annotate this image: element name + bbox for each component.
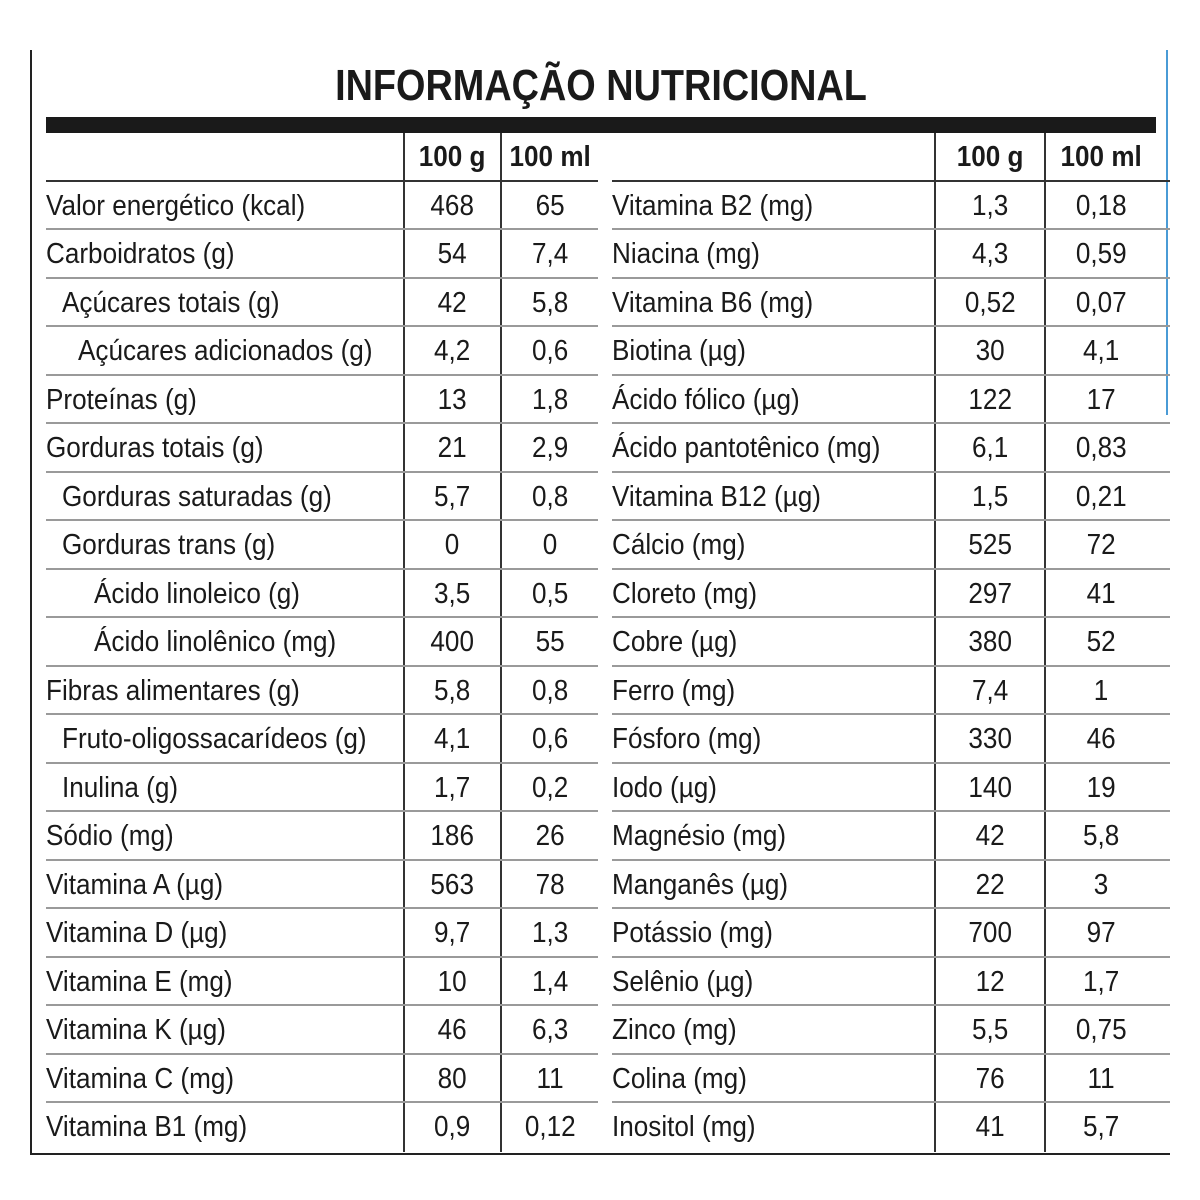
right-value-100ml-text: 1: [1093, 674, 1109, 707]
header-right-100g: 100 g: [934, 133, 1044, 182]
right-nutrient-label: [612, 909, 934, 958]
frame-bottom-border: [30, 1153, 1170, 1155]
right-nutrient-label-text: Magnésio (mg): [612, 820, 787, 852]
right-value-100ml: [1044, 958, 1156, 1007]
left-value-100ml: [500, 812, 598, 861]
left-nutrient-label: [46, 473, 403, 522]
left-value-100g: [403, 424, 500, 473]
left-value-100ml: [500, 230, 598, 279]
left-value-100ml-text: 0,2: [531, 771, 569, 804]
left-value-100ml: [500, 570, 598, 619]
right-value-100ml-text: 19: [1086, 771, 1116, 804]
table-row: [46, 909, 1170, 958]
right-nutrient-label-text: Cloreto (mg): [612, 577, 758, 610]
right-value-100ml: [1044, 861, 1156, 910]
right-nutrient-label: [612, 230, 934, 279]
right-value-100g-text: 1,5: [971, 480, 1009, 513]
left-nutrient-label: [46, 327, 403, 376]
left-nutrient-label-text: Ácido linoleico (g): [94, 577, 301, 610]
right-value-100g-text: 525: [968, 529, 1012, 561]
right-nutrient-label: [612, 424, 934, 473]
left-value-100g: [403, 230, 500, 279]
left-value-100ml-text: 0,8: [531, 674, 569, 707]
left-value-100ml-text: 2,9: [531, 432, 569, 464]
left-nutrient-label-text: Proteínas (g): [46, 383, 197, 416]
right-nutrient-label-text: Zinco (mg): [612, 1014, 737, 1046]
left-value-100ml: [500, 715, 598, 764]
right-nutrient-label: [612, 861, 934, 910]
left-nutrient-label-text: Valor energético (kcal): [46, 189, 306, 222]
right-value-100ml-text: 0,07: [1075, 286, 1127, 319]
right-value-100g: [934, 521, 1044, 570]
left-value-100g-text: 0: [445, 529, 460, 561]
right-nutrient-label: [612, 327, 934, 376]
table-body: [46, 182, 1170, 1152]
left-nutrient-label: [46, 812, 403, 861]
left-value-100g: [403, 376, 500, 425]
left-value-100g-text: 3,5: [434, 577, 471, 610]
right-value-100ml: [1044, 1006, 1156, 1055]
left-value-100ml: [500, 327, 598, 376]
left-value-100ml: [500, 424, 598, 473]
left-value-100ml-text: 7,4: [531, 238, 569, 270]
right-value-100ml-text: 17: [1086, 383, 1116, 416]
left-value-100ml-text: 78: [535, 868, 565, 901]
table-row: [46, 618, 1170, 667]
left-value-100g-text: 186: [430, 820, 475, 852]
right-nutrient-label-text: Niacina (mg): [612, 238, 760, 270]
left-value-100g-text: 5,7: [434, 480, 471, 513]
table-row: [46, 764, 1170, 813]
right-nutrient-label-text: Fósforo (mg): [612, 723, 762, 755]
left-value-100g-text: 13: [437, 383, 468, 416]
right-nutrient-label-text: Biotina (µg): [612, 335, 747, 367]
left-value-100g: [403, 618, 500, 667]
left-nutrient-label: [46, 182, 403, 231]
left-value-100ml-text: 65: [535, 189, 565, 222]
table-row: [46, 279, 1170, 328]
header-blank-right: [612, 133, 934, 182]
left-value-100g-text: 468: [430, 189, 475, 222]
right-value-100g-text: 42: [975, 820, 1005, 852]
right-value-100ml: [1044, 230, 1156, 279]
title-bar: [46, 117, 1156, 133]
left-nutrient-label: [46, 1055, 403, 1104]
header-blank-left: [46, 133, 403, 182]
left-value-100g: [403, 667, 500, 716]
table-row: [46, 424, 1170, 473]
right-nutrient-label-text: Cobre (µg): [612, 626, 738, 658]
left-value-100ml: [500, 958, 598, 1007]
right-nutrient-label-text: Cálcio (mg): [612, 529, 746, 561]
left-value-100ml-text: 1,4: [531, 965, 569, 998]
left-value-100ml: [500, 182, 598, 231]
left-value-100ml-text: 5,8: [531, 286, 569, 319]
table-row: [46, 812, 1170, 861]
header-row: [46, 133, 1170, 182]
left-nutrient-label-text: Gorduras trans (g): [62, 529, 276, 561]
right-value-100g-text: 297: [968, 577, 1012, 610]
left-nutrient-label: [46, 521, 403, 570]
right-value-100ml: [1044, 667, 1156, 716]
right-nutrient-label-text: Ácido fólico (µg): [612, 383, 800, 416]
right-nutrient-label: [612, 279, 934, 328]
left-nutrient-label: [46, 424, 403, 473]
right-value-100g: [934, 473, 1044, 522]
left-value-100ml: [500, 279, 598, 328]
right-nutrient-label: [612, 182, 934, 231]
right-nutrient-label-text: Potássio (mg): [612, 917, 774, 949]
header-right-100ml: 100 ml: [1044, 133, 1156, 182]
right-value-100ml: [1044, 182, 1156, 231]
right-value-100ml-text: 3: [1093, 868, 1109, 901]
right-nutrient-label-text: Ácido pantotênico (mg): [612, 432, 881, 464]
left-value-100g-text: 9,7: [434, 917, 471, 949]
right-value-100g: [934, 327, 1044, 376]
right-nutrient-label: [612, 1055, 934, 1104]
right-value-100g: [934, 1006, 1044, 1055]
right-value-100ml: [1044, 473, 1156, 522]
right-value-100g: [934, 667, 1044, 716]
right-value-100ml-text: 5,7: [1082, 1111, 1120, 1143]
left-value-100g-text: 10: [437, 965, 468, 998]
left-value-100ml-text: 0: [542, 529, 558, 561]
table-row: [46, 715, 1170, 764]
right-value-100ml-text: 11: [1087, 1062, 1115, 1095]
table-row: [46, 473, 1170, 522]
right-nutrient-label: [612, 715, 934, 764]
right-value-100ml: [1044, 570, 1156, 619]
right-value-100g: [934, 1103, 1044, 1152]
right-nutrient-label: [612, 521, 934, 570]
right-value-100g: [934, 861, 1044, 910]
right-nutrient-label: [612, 376, 934, 425]
right-value-100ml: [1044, 1055, 1156, 1104]
left-value-100g: [403, 812, 500, 861]
left-value-100g: [403, 715, 500, 764]
right-value-100g: [934, 764, 1044, 813]
right-value-100ml: [1044, 521, 1156, 570]
left-value-100ml: [500, 376, 598, 425]
right-value-100g-text: 4,3: [971, 238, 1009, 270]
right-value-100g: [934, 909, 1044, 958]
left-nutrient-label: [46, 570, 403, 619]
right-value-100g: [934, 182, 1044, 231]
table-row: [46, 861, 1170, 910]
right-value-100ml-text: 0,18: [1075, 189, 1127, 222]
left-value-100ml: [500, 618, 598, 667]
left-value-100ml-text: 6,3: [531, 1014, 569, 1046]
left-nutrient-label: [46, 1006, 403, 1055]
left-nutrient-label-text: Sódio (mg): [46, 820, 174, 852]
left-nutrient-label: [46, 667, 403, 716]
right-nutrient-label: [612, 812, 934, 861]
left-value-100ml-text: 0,12: [524, 1111, 576, 1143]
right-value-100ml-text: 97: [1086, 917, 1116, 949]
right-value-100ml: [1044, 812, 1156, 861]
left-nutrient-label: [46, 1103, 403, 1152]
right-value-100g-text: 76: [975, 1062, 1005, 1095]
left-value-100g: [403, 182, 500, 231]
right-nutrient-label: [612, 618, 934, 667]
right-value-100g-text: 22: [975, 868, 1005, 901]
right-value-100g: [934, 570, 1044, 619]
table-row: [46, 521, 1170, 570]
left-nutrient-label-text: Gorduras totais (g): [46, 432, 264, 464]
left-value-100g: [403, 958, 500, 1007]
right-nutrient-label-text: Selênio (µg): [612, 965, 754, 998]
right-value-100g: [934, 1055, 1044, 1104]
right-value-100g-text: 0,52: [964, 286, 1016, 319]
right-value-100g: [934, 618, 1044, 667]
left-nutrient-label-text: Vitamina D (µg): [46, 917, 228, 949]
left-value-100g-text: 0,9: [434, 1111, 471, 1143]
left-value-100ml-text: 0,6: [531, 723, 569, 755]
right-value-100ml: [1044, 618, 1156, 667]
table-row: [46, 182, 1170, 231]
right-value-100ml: [1044, 764, 1156, 813]
right-value-100ml-text: 0,21: [1075, 480, 1127, 513]
left-value-100g: [403, 1103, 500, 1152]
left-nutrient-label-text: Inulina (g): [62, 771, 179, 804]
right-value-100g: [934, 715, 1044, 764]
table-title: INFORMAÇÃO NUTRICIONAL: [335, 61, 867, 110]
left-value-100g-text: 563: [430, 868, 475, 901]
left-value-100g-text: 400: [430, 626, 475, 658]
right-value-100g-text: 1,3: [971, 189, 1009, 222]
right-value-100g-text: 5,5: [971, 1014, 1009, 1046]
table-row: [46, 570, 1170, 619]
left-nutrient-label-text: Vitamina E (mg): [46, 965, 233, 998]
left-value-100ml-text: 11: [536, 1062, 564, 1095]
table-row: [46, 376, 1170, 425]
left-value-100g: [403, 521, 500, 570]
right-value-100g-text: 700: [968, 917, 1012, 949]
right-value-100g-text: 140: [968, 771, 1012, 804]
right-value-100ml: [1044, 1103, 1156, 1152]
right-nutrient-label: [612, 570, 934, 619]
left-value-100g-text: 54: [437, 238, 468, 270]
right-value-100g-text: 6,1: [971, 432, 1009, 464]
right-value-100ml-text: 46: [1086, 723, 1116, 755]
right-value-100g: [934, 376, 1044, 425]
table-row: [46, 1103, 1170, 1152]
right-value-100ml: [1044, 715, 1156, 764]
right-value-100ml-text: 0,75: [1075, 1014, 1127, 1046]
left-value-100ml-text: 0,8: [531, 480, 569, 513]
left-nutrient-label: [46, 764, 403, 813]
right-value-100ml: [1044, 327, 1156, 376]
left-value-100g: [403, 1055, 500, 1104]
right-nutrient-label: [612, 667, 934, 716]
right-value-100g: [934, 424, 1044, 473]
left-value-100ml: [500, 1006, 598, 1055]
frame-left-border: [30, 50, 32, 1155]
table-row: [46, 958, 1170, 1007]
right-value-100g-text: 330: [968, 723, 1012, 755]
right-nutrient-label-text: Vitamina B12 (µg): [612, 480, 821, 513]
left-nutrient-label-text: Vitamina B1 (mg): [46, 1111, 248, 1143]
left-value-100ml: [500, 764, 598, 813]
right-value-100ml: [1044, 279, 1156, 328]
left-value-100g-text: 5,8: [434, 674, 471, 707]
right-value-100ml-text: 72: [1086, 529, 1116, 561]
left-value-100g: [403, 764, 500, 813]
left-nutrient-label-text: Fruto-oligossacarídeos (g): [62, 723, 367, 755]
right-nutrient-label-text: Iodo (µg): [612, 771, 717, 804]
right-nutrient-label-text: Manganês (µg): [612, 868, 789, 901]
left-value-100g: [403, 473, 500, 522]
left-value-100ml-text: 0,5: [531, 577, 569, 610]
left-nutrient-label-text: Carboidratos (g): [46, 238, 235, 270]
left-nutrient-label: [46, 618, 403, 667]
right-nutrient-label: [612, 1103, 934, 1152]
right-value-100ml-text: 0,83: [1075, 432, 1127, 464]
right-nutrient-label: [612, 473, 934, 522]
left-value-100ml: [500, 473, 598, 522]
left-nutrient-label: [46, 909, 403, 958]
table-row: [46, 1055, 1170, 1104]
left-value-100ml-text: 26: [535, 820, 565, 852]
left-value-100g-text: 80: [437, 1062, 468, 1095]
left-value-100ml-text: 1,8: [531, 383, 569, 416]
table-row: [46, 667, 1170, 716]
left-nutrient-label-text: Açúcares adicionados (g): [78, 335, 373, 367]
right-nutrient-label: [612, 1006, 934, 1055]
left-nutrient-label: [46, 376, 403, 425]
right-value-100ml-text: 52: [1086, 626, 1116, 658]
left-value-100g-text: 4,2: [434, 335, 471, 367]
right-value-100ml-text: 0,59: [1075, 238, 1127, 270]
right-value-100g-text: 30: [975, 335, 1005, 367]
left-nutrient-label-text: Açúcares totais (g): [62, 286, 280, 319]
right-value-100ml: [1044, 909, 1156, 958]
left-value-100ml: [500, 909, 598, 958]
left-nutrient-label-text: Vitamina K (µg): [46, 1014, 226, 1046]
right-value-100ml-text: 1,7: [1082, 965, 1120, 998]
left-value-100ml-text: 1,3: [531, 917, 569, 949]
right-nutrient-label-text: Colina (mg): [612, 1062, 747, 1095]
left-value-100ml: [500, 667, 598, 716]
left-nutrient-label-text: Vitamina C (mg): [46, 1062, 235, 1095]
left-nutrient-label: [46, 958, 403, 1007]
left-nutrient-label-text: Vitamina A (µg): [46, 868, 224, 901]
left-value-100g-text: 42: [437, 286, 468, 319]
right-value-100g: [934, 230, 1044, 279]
right-nutrient-label: [612, 958, 934, 1007]
right-value-100g-text: 122: [968, 383, 1012, 416]
right-value-100g-text: 7,4: [971, 674, 1009, 707]
right-value-100g-text: 380: [968, 626, 1012, 658]
table-row: [46, 230, 1170, 279]
left-nutrient-label-text: Fibras alimentares (g): [46, 674, 300, 707]
left-value-100ml: [500, 861, 598, 910]
right-value-100ml-text: 5,8: [1082, 820, 1120, 852]
left-value-100ml: [500, 521, 598, 570]
left-value-100g-text: 21: [437, 432, 468, 464]
right-value-100ml-text: 4,1: [1082, 335, 1120, 367]
nutrition-table: [46, 133, 1170, 1152]
left-value-100g: [403, 279, 500, 328]
left-value-100g: [403, 861, 500, 910]
right-value-100g-text: 41: [975, 1111, 1005, 1143]
right-nutrient-label-text: Vitamina B2 (mg): [612, 189, 814, 222]
right-nutrient-label: [612, 764, 934, 813]
header-left-100ml: 100 ml: [500, 133, 598, 182]
left-value-100ml: [500, 1055, 598, 1104]
left-value-100ml: [500, 1103, 598, 1152]
right-value-100g: [934, 279, 1044, 328]
table-row: [46, 327, 1170, 376]
left-value-100g: [403, 909, 500, 958]
header-left-100g: 100 g: [403, 133, 500, 182]
right-nutrient-label-text: Inositol (mg): [612, 1111, 756, 1143]
right-value-100ml: [1044, 376, 1156, 425]
left-value-100g-text: 46: [437, 1014, 468, 1046]
left-value-100g: [403, 327, 500, 376]
left-nutrient-label-text: Gorduras saturadas (g): [62, 480, 332, 513]
left-nutrient-label: [46, 230, 403, 279]
right-value-100ml: [1044, 424, 1156, 473]
right-nutrient-label-text: Vitamina B6 (mg): [612, 286, 814, 319]
left-nutrient-label: [46, 715, 403, 764]
left-value-100g-text: 1,7: [434, 771, 471, 804]
right-value-100ml-text: 41: [1086, 577, 1116, 610]
table-row: [46, 1006, 1170, 1055]
left-nutrient-label-text: Ácido linolênico (mg): [94, 626, 337, 658]
right-value-100g-text: 12: [975, 965, 1005, 998]
left-value-100g: [403, 1006, 500, 1055]
left-nutrient-label: [46, 279, 403, 328]
left-nutrient-label: [46, 861, 403, 910]
left-value-100ml-text: 0,6: [531, 335, 569, 367]
left-value-100g: [403, 570, 500, 619]
right-value-100g: [934, 958, 1044, 1007]
right-value-100g: [934, 812, 1044, 861]
left-value-100g-text: 4,1: [434, 723, 471, 755]
left-value-100ml-text: 55: [535, 626, 565, 658]
right-nutrient-label-text: Ferro (mg): [612, 674, 736, 707]
